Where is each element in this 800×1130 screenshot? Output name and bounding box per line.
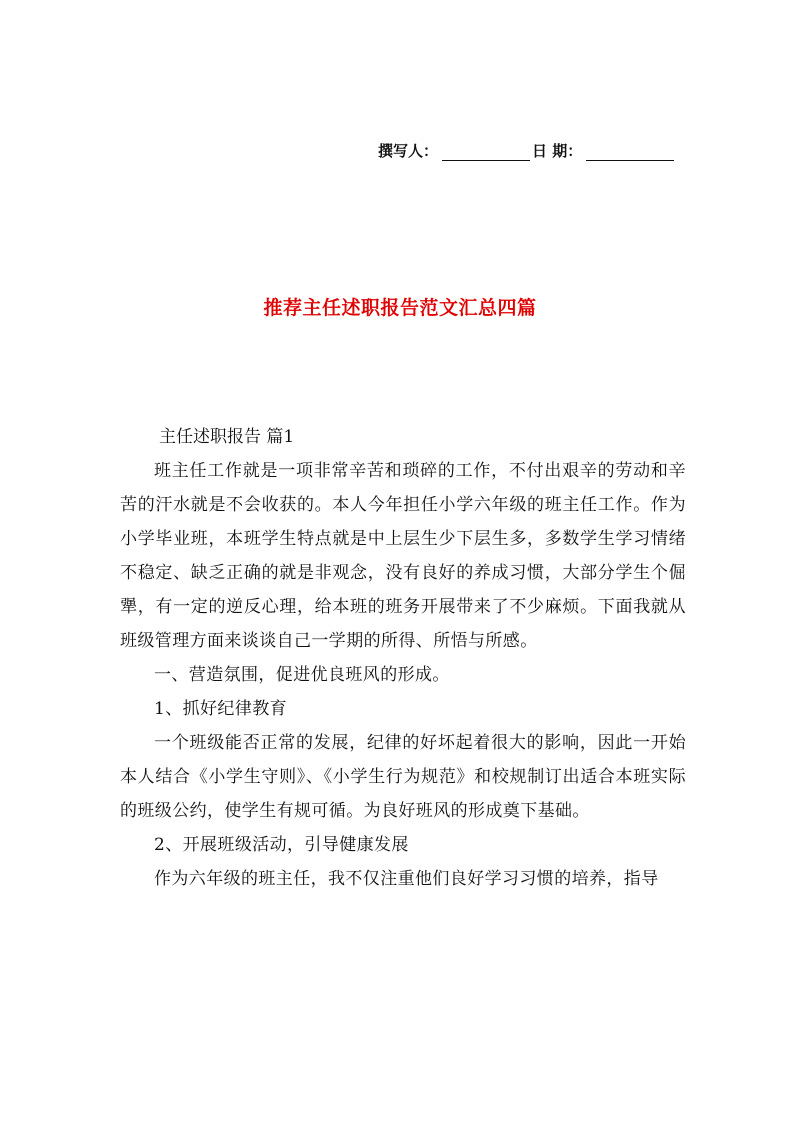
- subheading-discipline: 1、抓好纪律教育: [154, 699, 288, 719]
- subheading-activities: 2、开展班级活动，引导健康发展: [154, 835, 409, 855]
- heading-discipline-section: 一、营造氛围，促进优良班风的形成。: [154, 665, 450, 685]
- section-title: 主任述职报告 篇1: [159, 427, 295, 447]
- body-paragraph: 班主任工作就是一项非常辛苦和琐碎的工作，不付出艰辛的劳动和辛苦的汗水就是不会收获的。本人今年担任小学六年级的班主任工作。作为小学毕业班，本班学生特点就是中上层生少下层生多，多数学生学习情绪不稳定、缺乏正确的就是非观念，没有良好的养成习惯，大部分学生个倔犟，有一定的逆反心理，给本班的班务开展带来了不少麻烦。下面我就从班级管理方面来谈谈自己一学期的所得、所悟与所感。: [120, 461, 686, 651]
- body-paragraph: 一个班级能否正常的发展，纪律的好坏起着很大的影响，因此一开始本人结合《小学生守则》、《小学生行为规范》和校规制订出适合本班实际的班级公约，使学生有规可循。为良好班风的形成奠下基础。: [120, 733, 686, 821]
- date-blank-field: [586, 144, 674, 161]
- document-body: [120, 420, 686, 896]
- author-blank-field: [442, 144, 530, 161]
- body-paragraph: 作为六年级的班主任，我不仅注重他们良好学习习惯的培养，指导: [154, 869, 659, 889]
- author-date-line: [378, 139, 680, 161]
- document-title: 推荐主任述职报告范文汇总四篇: [263, 297, 537, 319]
- date-label: 日 期：: [532, 142, 583, 160]
- author-label: 撰写人：: [378, 142, 439, 160]
